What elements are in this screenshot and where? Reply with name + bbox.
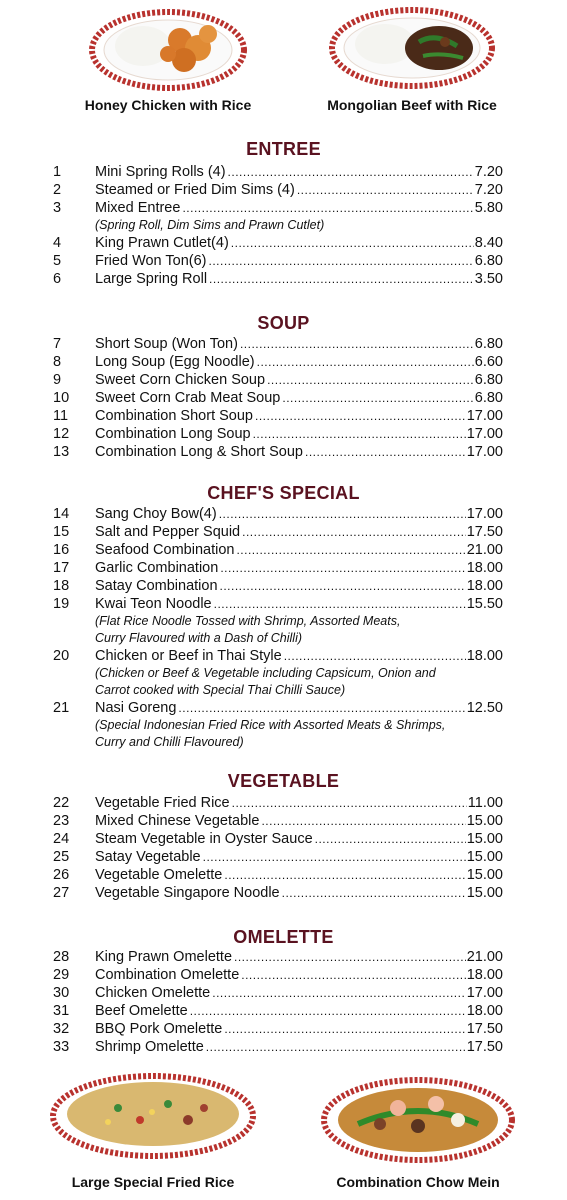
menu-item [0,541,567,559]
item-number: 33 [53,1039,70,1055]
item-name: Kwai Teon Noodle [95,596,212,612]
item-price: 7.20 [474,182,503,198]
item-price: 6.80 [474,253,503,269]
section-title-entree: ENTREE [246,139,321,159]
item-name: Large Spring Roll [95,271,208,287]
menu-item [0,848,567,866]
chow-mein-plate-icon [318,1068,518,1164]
section-omelette [0,948,567,1056]
leader-dots [224,1020,465,1038]
item-name: Long Soup (Egg Noodle) [95,354,255,370]
menu-item [0,335,567,353]
leader-dots [297,181,474,199]
item-price: 8.40 [474,235,503,251]
item-number: 2 [53,182,62,198]
leader-dots [315,830,466,848]
menu-item [0,523,567,541]
leader-dots [220,577,466,595]
item-number: 24 [53,831,70,847]
item-name: King Prawn Cutlet(4) [95,235,229,251]
item-name: Shrimp Omelette [95,1039,204,1055]
item-price: 5.80 [474,200,503,216]
menu-item [0,699,567,717]
leader-dots [219,505,466,523]
photo-caption: Mongolian Beef with Rice [327,97,497,113]
item-name: Satay Combination [95,578,218,594]
item-price: 12.50 [466,700,503,716]
leader-dots [284,647,466,665]
item-name: Fried Won Ton(6) [95,253,207,269]
leader-dots [261,812,465,830]
menu-item [0,407,567,425]
menu-item [0,199,567,217]
leader-dots [228,163,474,181]
item-name: Combination Long & Short Soup [95,444,303,460]
item-number: 8 [53,354,62,370]
item-price: 3.50 [474,271,503,287]
honey-chicken-plate-icon [88,2,248,92]
photo-fried-rice [48,1068,258,1198]
photo-mongolian-beef [322,2,502,122]
leader-dots [232,794,467,812]
item-name: Garlic Combination [95,560,219,576]
item-number: 27 [53,885,70,901]
item-number: 25 [53,849,70,865]
item-price: 17.00 [466,444,503,460]
item-description: Carrot cooked with Special Thai Chilli Sauce) [95,683,346,697]
section-title-chefs-special: CHEF'S SPECIAL [207,483,360,503]
menu-item [0,1020,567,1038]
item-number: 31 [53,1003,70,1019]
item-number: 29 [53,967,70,983]
leader-dots [206,1038,466,1056]
item-number: 15 [53,524,70,540]
menu-item [0,559,567,577]
menu-item [0,984,567,1002]
menu-item [0,252,567,270]
fried-rice-plate-icon [48,1068,258,1160]
photo-caption: Combination Chow Mein [336,1174,500,1190]
item-number: 32 [53,1021,70,1037]
leader-dots [203,848,466,866]
menu-item [0,505,567,523]
item-number: 13 [53,444,70,460]
leader-dots [214,595,466,613]
item-price: 11.00 [467,795,503,811]
item-price: 15.00 [466,849,503,865]
item-number: 21 [53,700,70,716]
menu-item [0,966,567,984]
mongolian-beef-plate-icon [327,2,497,92]
item-name: Steamed or Fried Dim Sims (4) [95,182,295,198]
menu-item [0,595,567,613]
leader-dots [242,523,466,541]
leader-dots [267,371,474,389]
leader-dots [178,699,465,717]
menu-item [0,577,567,595]
menu-item [0,794,567,812]
item-number: 5 [53,253,62,269]
item-price: 6.80 [474,390,503,406]
item-price: 18.00 [466,1003,503,1019]
item-number: 23 [53,813,70,829]
menu-item [0,443,567,461]
item-price: 6.80 [474,336,503,352]
item-name: Chicken Omelette [95,985,211,1001]
bottom-photo-row [0,1068,567,1200]
photo-honey-chicken [84,2,252,122]
item-price: 17.00 [466,408,503,424]
menu-item [0,163,567,181]
menu-item [0,866,567,884]
leader-dots [190,1002,466,1020]
leader-dots [236,541,465,559]
item-number: 3 [53,200,62,216]
item-name: Vegetable Singapore Noodle [95,885,280,901]
item-description: (Flat Rice Noodle Tossed with Shrimp, Assorted Meats, [95,614,401,628]
item-name: Short Soup (Won Ton) [95,336,238,352]
section-vegetable [0,794,567,902]
item-price: 18.00 [466,560,503,576]
item-number: 19 [53,596,70,612]
item-description: Curry Flavoured with a Dash of Chilli) [95,631,303,645]
menu-item [0,884,567,902]
item-number: 28 [53,949,70,965]
leader-dots [208,252,473,270]
item-name: Combination Short Soup [95,408,253,424]
item-price: 17.00 [466,506,503,522]
item-description: (Spring Roll, Dim Sims and Prawn Cutlet) [95,218,325,232]
item-price: 17.50 [466,524,503,540]
item-price: 18.00 [466,578,503,594]
item-description: (Special Indonesian Fried Rice with Assorted Meats & Shrimps, [95,718,446,732]
menu-item [0,647,567,665]
item-number: 12 [53,426,70,442]
item-price: 21.00 [466,949,503,965]
leader-dots [257,353,474,371]
section-title-vegetable: VEGETABLE [227,771,340,791]
item-price: 17.00 [466,426,503,442]
leader-dots [209,270,474,288]
leader-dots [182,199,473,217]
menu-item [0,830,567,848]
item-name: Vegetable Fried Rice [95,795,230,811]
leader-dots [220,559,465,577]
section-chefs-special [0,505,567,751]
leader-dots [231,234,474,252]
item-description: Curry and Chilli Flavoured) [95,735,244,749]
item-name: BBQ Pork Omelette [95,1021,223,1037]
item-number: 20 [53,648,70,664]
item-price: 6.60 [474,354,503,370]
section-title-omelette: OMELETTE [233,927,334,947]
menu-item [0,425,567,443]
menu-item [0,181,567,199]
item-price: 15.00 [466,831,503,847]
leader-dots [255,407,466,425]
item-number: 30 [53,985,70,1001]
item-number: 9 [53,372,62,388]
leader-dots [282,389,473,407]
photo-caption: Large Special Fried Rice [71,1174,235,1190]
item-price: 17.00 [466,985,503,1001]
menu-item [0,234,567,252]
item-number: 7 [53,336,62,352]
item-name: Nasi Goreng [95,700,177,716]
photo-chow-mein [318,1068,518,1198]
item-name: Sang Choy Bow(4) [95,506,217,522]
leader-dots [234,948,466,966]
item-price: 15.50 [466,596,503,612]
item-name: Chicken or Beef in Thai Style [95,648,282,664]
menu-item [0,389,567,407]
item-number: 16 [53,542,70,558]
item-price: 15.00 [466,813,503,829]
leader-dots [224,866,465,884]
item-name: Sweet Corn Crab Meat Soup [95,390,281,406]
menu-item [0,1038,567,1056]
menu-item [0,353,567,371]
item-name: Mixed Chinese Vegetable [95,813,260,829]
leader-dots [212,984,465,1002]
item-description: (Chicken or Beef & Vegetable including Capsicum, Onion and [95,666,436,680]
item-name: Steam Vegetable in Oyster Sauce [95,831,313,847]
item-price: 6.80 [474,372,503,388]
item-name: Combination Long Soup [95,426,251,442]
item-number: 1 [53,164,62,180]
item-price: 17.50 [466,1021,503,1037]
item-number: 4 [53,235,62,251]
leader-dots [282,884,466,902]
item-price: 21.00 [466,542,503,558]
item-name: King Prawn Omelette [95,949,233,965]
leader-dots [240,335,474,353]
top-photo-row [0,0,567,122]
item-number: 10 [53,390,70,406]
item-name: Sweet Corn Chicken Soup [95,372,266,388]
item-name: Satay Vegetable [95,849,201,865]
item-price: 18.00 [466,967,503,983]
leader-dots [305,443,466,461]
menu-item [0,1002,567,1020]
item-number: 26 [53,867,70,883]
item-price: 7.20 [474,164,503,180]
menu-item [0,812,567,830]
item-number: 14 [53,506,70,522]
section-soup [0,335,567,461]
item-number: 18 [53,578,70,594]
menu-item [0,948,567,966]
item-number: 17 [53,560,70,576]
item-name: Combination Omelette [95,967,240,983]
leader-dots [253,425,466,443]
item-name: Vegetable Omelette [95,867,223,883]
item-price: 15.00 [466,867,503,883]
item-number: 22 [53,795,70,811]
photo-caption: Honey Chicken with Rice [84,97,252,113]
item-number: 6 [53,271,62,287]
item-name: Salt and Pepper Squid [95,524,241,540]
item-price: 17.50 [466,1039,503,1055]
leader-dots [241,966,465,984]
section-entree [0,163,567,288]
item-name: Mini Spring Rolls (4) [95,164,226,180]
item-name: Mixed Entree [95,200,181,216]
menu-item [0,270,567,288]
section-title-soup: SOUP [257,313,310,333]
item-name: Beef Omelette [95,1003,188,1019]
item-number: 11 [53,408,69,424]
item-price: 15.00 [466,885,503,901]
menu-item [0,371,567,389]
item-price: 18.00 [466,648,503,664]
item-name: Seafood Combination [95,542,235,558]
